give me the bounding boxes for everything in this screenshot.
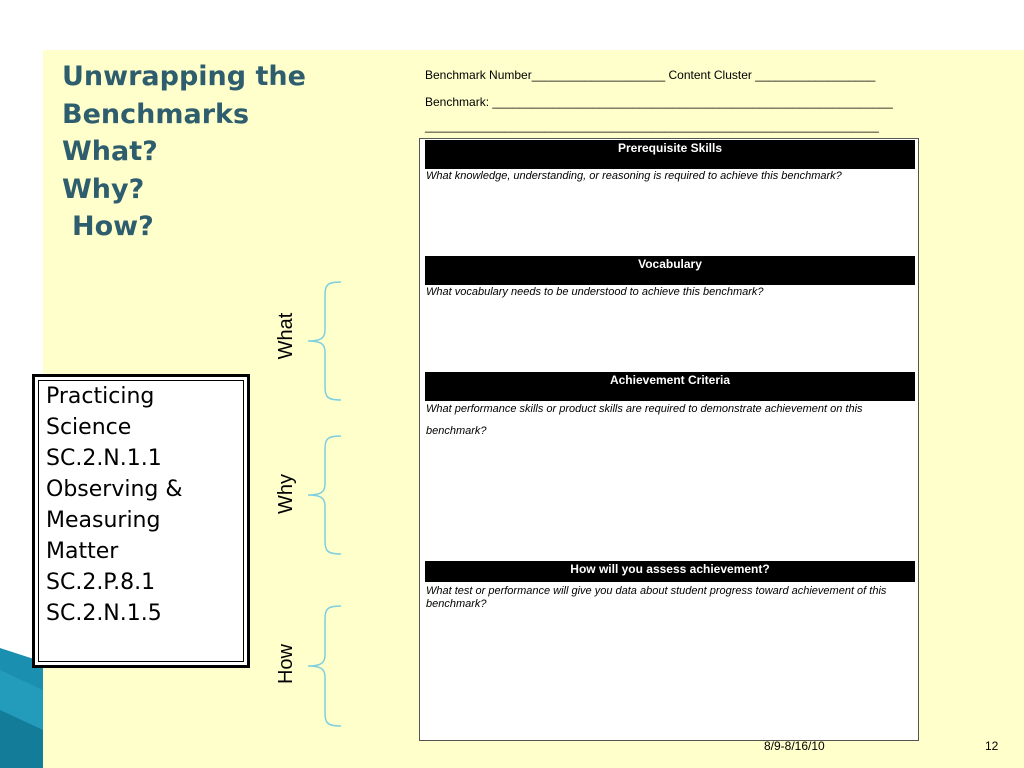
section-heading: Prerequisite Skills [425, 140, 915, 169]
title-line: Benchmarks [62, 98, 250, 130]
slide-number: 12 [985, 739, 999, 753]
note-line: SC.2.P.8.1 [46, 570, 156, 595]
what-brace [305, 280, 345, 402]
section-heading: How will you assess achievement? [425, 561, 915, 582]
benchmark-line: Benchmark: ____________________________________________________________ [425, 95, 893, 109]
note-line: Practicing [46, 384, 155, 409]
how-label: How [275, 644, 297, 685]
title-line: How? [72, 211, 154, 242]
slide-title [62, 58, 306, 246]
title-line: Why? [62, 173, 145, 205]
note-line: Science [46, 415, 132, 440]
benchmark-note-text [46, 381, 183, 629]
section-prompt: What knowledge, understanding, or reasoning is required to achieve this benchmark? [426, 170, 842, 182]
benchmark-continuation-line: ____________________________________________________________________ [425, 119, 879, 133]
section-prompt: What performance skills or product skills are required to demonstrate achievement on this benchmark? [426, 403, 863, 437]
section-heading: Achievement Criteria [425, 372, 915, 401]
section-heading: Vocabulary [425, 256, 915, 285]
how-brace [305, 604, 345, 728]
note-line: Measuring [46, 508, 161, 533]
benchmark-note-box [32, 374, 250, 668]
title-line: Unwrapping the [62, 61, 306, 92]
what-label: What [275, 312, 297, 360]
note-line: SC.2.N.1.1 [46, 446, 162, 471]
benchmark-form-table [419, 138, 919, 741]
note-line: SC.2.N.1.5 [46, 601, 162, 626]
note-line: Matter [46, 539, 119, 564]
benchmark-number-line: Benchmark Number____________________ Content Cluster __________________ [425, 68, 876, 82]
footer-date: 8/9-8/16/10 [764, 739, 825, 753]
footer-band [0, 762, 1024, 768]
why-label: Why [275, 474, 297, 514]
section-prompt: What vocabulary needs to be understood to achieve this benchmark? [426, 286, 764, 298]
section-prompt: What test or performance will give you data about student progress toward achievement of this benchmark? [426, 585, 887, 610]
why-brace [305, 434, 345, 556]
title-line: What? [62, 136, 158, 167]
note-line: Observing & [46, 477, 183, 502]
